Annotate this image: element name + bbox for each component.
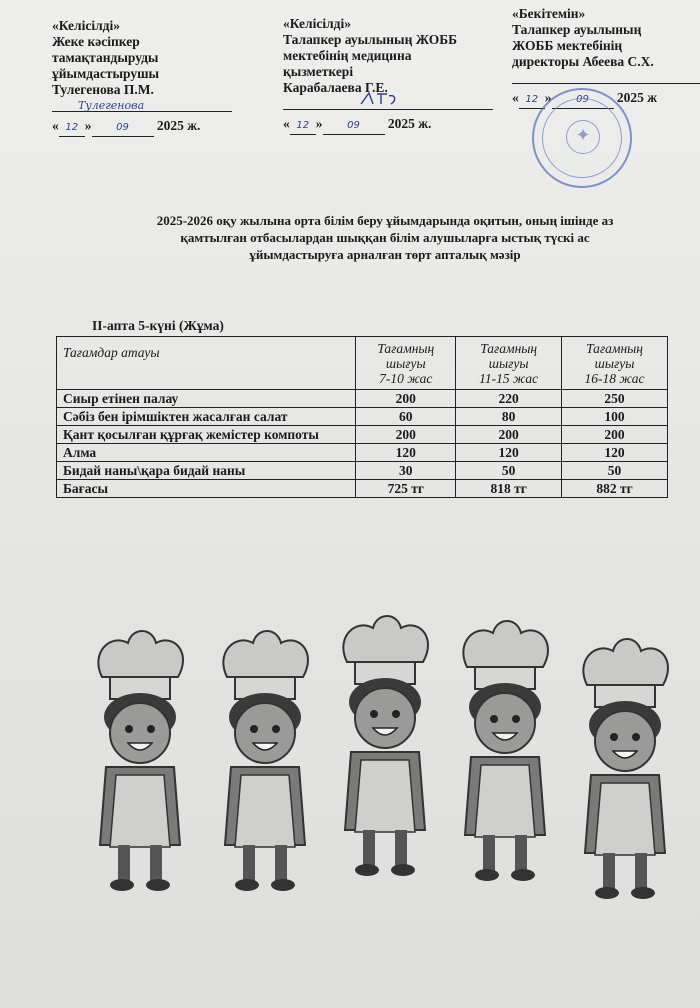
signature-line: Тулегенова [52,100,232,112]
table-row [57,426,668,444]
approval-line: Карабалаева Г.Е. [283,80,388,95]
date-day: 12 [59,120,85,137]
price-16-18: 882 тг [562,480,668,498]
date-month: 09 [323,118,385,135]
approval-date: « 12 » 09 2025 ж. [283,116,493,135]
portion-11-15: 80 [456,408,562,426]
approval-block-1 [52,18,232,137]
approval-header: «Келісілді» [283,16,351,31]
dish-name: Бидай наны\қара бидай наны [57,462,356,480]
portion-16-18: 200 [562,426,668,444]
portion-16-18: 100 [562,408,668,426]
kid-figure [583,639,668,899]
kids-chef-illustration [80,615,680,915]
dish-name: Сәбіз бен ірімшіктен жасалған салат [57,408,356,426]
portion-11-15: 120 [456,444,562,462]
approval-line: тамақтандыруды [52,50,159,65]
portion-7-10: 60 [356,408,456,426]
portion-16-18: 50 [562,462,668,480]
table-header-row [57,337,668,390]
portion-11-15: 50 [456,462,562,480]
document-title [90,212,680,263]
signature-line [283,98,493,110]
date-month: 09 [92,120,154,137]
header-age-11-15 [456,337,562,390]
portion-7-10: 30 [356,462,456,480]
table-row [57,390,668,408]
portion-16-18: 250 [562,390,668,408]
header-text: шығуы [385,356,426,371]
price-label: Бағасы [57,480,356,498]
dish-name: Қант қосылған құрғақ жемістер компоты [57,426,356,444]
dish-name: Алма [57,444,356,462]
date-suffix: 2025 ж. [387,116,432,131]
approval-header: «Бекітемін» [512,6,586,21]
title-line: қамтылған отбасылардан шыққан білім алушыларға ыстық түскі ас [180,230,590,245]
header-text: Тағамның [480,341,538,356]
title-line: 2025-2026 оқу жылына орта білім беру ұйымдарында оқитын, оның ішінде аз [156,213,614,228]
header-text: 16-18 жас [584,371,645,386]
kid-figure [343,616,428,876]
kid-figure [98,631,183,891]
signature-line [512,72,700,84]
portion-7-10: 200 [356,426,456,444]
approval-line: Тулегенова П.М. [52,82,154,97]
approval-line: ұйымдастырушы [52,66,160,81]
week-day-label: II-апта 5-күні (Жұма) [92,318,224,333]
date-day: 12 [519,92,545,109]
date-day: 12 [290,118,316,135]
date-suffix: 2025 ж. [156,118,201,133]
header-text: Тағамның [377,341,435,356]
approval-line: Жеке кәсіпкер [52,34,140,49]
header-text: Тағамның [586,341,644,356]
price-11-15: 818 тг [456,480,562,498]
approval-line: Талапкер ауылының [512,22,642,37]
portion-11-15: 200 [456,426,562,444]
portion-16-18: 120 [562,444,668,462]
approval-block-2 [283,16,493,135]
official-stamp-icon [532,88,632,188]
table-row [57,444,668,462]
approval-header: «Келісілді» [52,18,120,33]
title-line: ұйымдастыруға арналған төрт апталық мәзір [249,247,521,262]
header-dish-name: Тағамдар атауы [57,337,356,390]
price-7-10: 725 тг [356,480,456,498]
header-text: 7-10 жас [379,371,433,386]
approval-line: қызметкері [283,64,354,79]
menu-table [56,336,668,498]
approval-date: « 12 » 09 2025 ж [512,90,700,109]
dish-name: Сиыр етінен палау [57,390,356,408]
table-row [57,462,668,480]
kid-figure [463,621,548,881]
approval-line: директоры Абеева С.Х. [512,54,654,69]
header-text: шығуы [488,356,529,371]
approval-line: ЖОББ мектебінің [512,38,623,53]
header-age-16-18 [562,337,668,390]
portion-11-15: 220 [456,390,562,408]
date-suffix: 2025 ж [616,90,658,105]
header-text: 11-15 жас [479,371,539,386]
emblem-icon [566,120,600,154]
signature-mark [359,92,399,106]
approval-line: мектебінің медицина [283,48,412,63]
header-age-7-10 [356,337,456,390]
kid-figure [223,631,308,891]
header-text: шығуы [594,356,635,371]
approval-date: « 12 » 09 2025 ж. [52,118,232,137]
portion-7-10: 200 [356,390,456,408]
table-row-price [57,480,668,498]
table-row [57,408,668,426]
portion-7-10: 120 [356,444,456,462]
date-month: 09 [552,92,614,109]
approval-line: Талапкер ауылының ЖОББ [283,32,458,47]
